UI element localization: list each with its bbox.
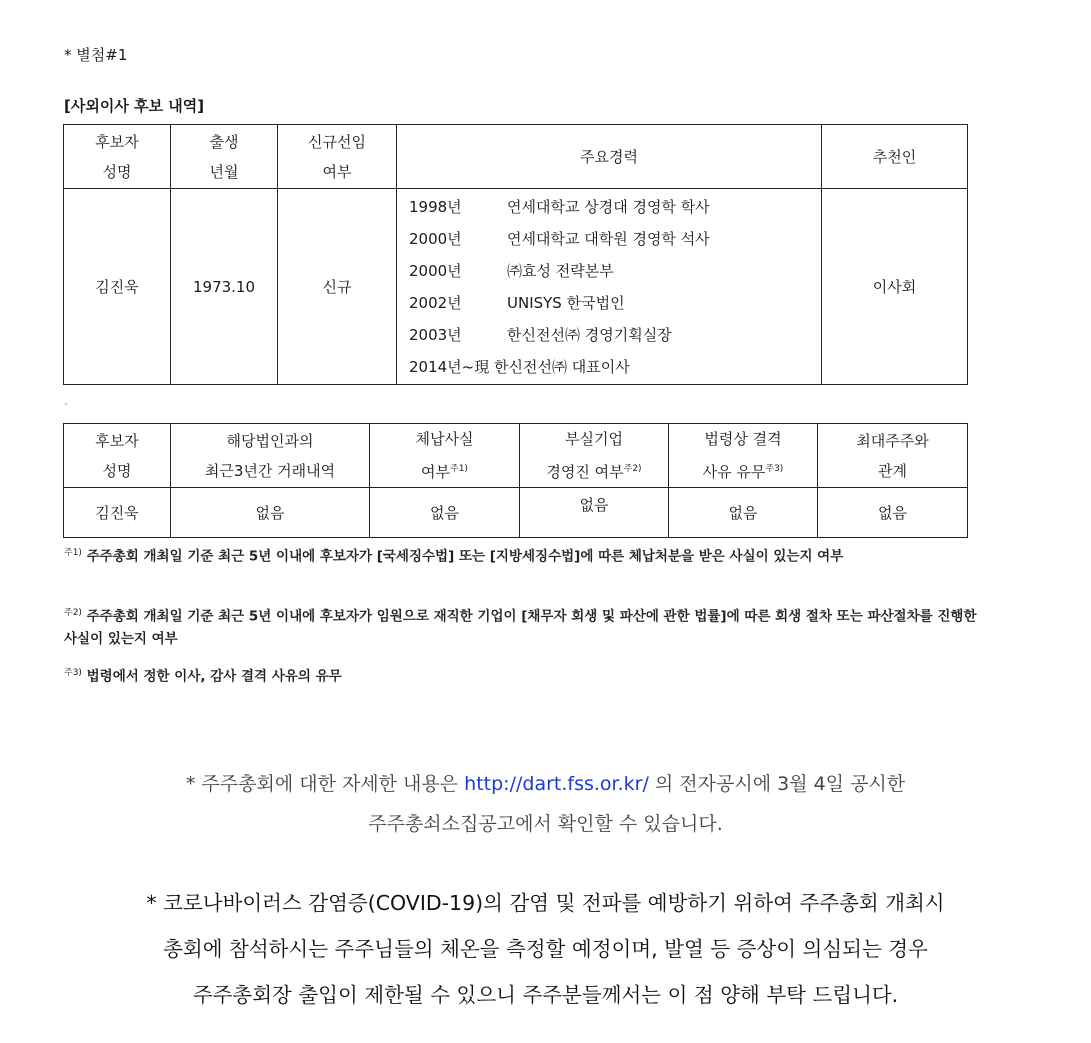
header-birth: 출생 년월	[171, 125, 278, 189]
eligibility-table-header	[64, 424, 968, 488]
cell-disqual: 없음	[669, 488, 818, 538]
header-tax: 체납사실 여부$^{주1)}$	[370, 424, 520, 488]
cell-new: 신규	[278, 189, 397, 385]
career-item: 2000년 ㈜효성 전략본부	[409, 261, 614, 280]
cell-tax: 없음	[370, 488, 520, 538]
cell-name: 김진욱	[64, 488, 171, 538]
covid-notice-line2: 총회에 참석하시는 주주님들의 체온을 측정할 예정이며, 발열 등 증상이 의심되는 경우	[163, 937, 928, 961]
career-item: 2002년 UNISYS 한국법인	[409, 293, 625, 312]
separator: -	[64, 399, 68, 410]
header-new: 신규선임 여부	[278, 125, 397, 189]
footnote-1: $^{주1)}$ 주주총회 개최일 기준 최근 5년 이내에 후보자가 [국세징수법] 또는 [지방세징수법]에 따른 체납처분을 받은 사실이 있는지 여부	[64, 548, 844, 565]
career-item: 2000년 연세대학교 대학원 경영학 석사	[409, 229, 710, 248]
career-item: 2014년~現 한신전선㈜ 대표이사	[409, 357, 630, 376]
meeting-notice	[0, 764, 1091, 844]
dart-link[interactable]: http://dart.fss.or.kr/	[464, 773, 649, 795]
footnote-2: $^{주2)}$ 주주총회 개최일 기준 최근 5년 이내에 후보자가 임원으로 재직한 기업이 [채무자 회생 및 파산에 관한 법률]에 따른 회생 절차 또는 파산절차를 진행한 사실이 있는지 여부	[64, 608, 977, 647]
covid-notice	[0, 880, 1091, 1018]
header-shareholder: 최대주주와 관계	[818, 424, 968, 488]
cell-career	[397, 189, 822, 385]
covid-notice-line3: 주주총회장 출입이 제한될 수 있으니 주주분들께서는 이 점 양해 부탁 드립니다.	[192, 983, 899, 1007]
header-disqual: 법령상 결격 사유 유무$^{주3)}$	[669, 424, 818, 488]
cell-birth: 1973.10	[171, 189, 278, 385]
table-row	[64, 189, 968, 385]
cell-name: 김진욱	[64, 189, 171, 385]
cell-recommender: 이사회	[822, 189, 968, 385]
eligibility-table	[63, 423, 968, 538]
candidate-table-header	[64, 125, 968, 189]
covid-notice-line1: * 코로나바이러스 감염증(COVID-19)의 감염 및 전파를 예방하기 위하여 주주총회 개최시	[146, 891, 945, 915]
header-name: 후보자 성명	[64, 424, 171, 488]
header-transactions: 해당법인과의 최근3년간 거래내역	[171, 424, 370, 488]
cell-transactions: 없음	[171, 488, 370, 538]
footnote-3: $^{주3)}$ 법령에서 정한 이사, 감사 결격 사유의 유무	[64, 668, 342, 685]
cell-insolvent: 없음	[520, 488, 669, 538]
table-row	[64, 488, 968, 538]
candidate-table	[63, 124, 968, 385]
header-insolvent: 부실기업 경영진 여부$^{주2)}$	[520, 424, 669, 488]
career-item: 2003년 한신전선㈜ 경영기획실장	[409, 325, 672, 344]
cell-shareholder: 없음	[818, 488, 968, 538]
attachment-label: * 별첨#1	[64, 46, 128, 64]
header-career: 주요경력	[397, 125, 822, 189]
meeting-notice-line2: 주주총쇠소집공고에서 확인할 수 있습니다.	[368, 813, 723, 835]
section-title: [사외이사 후보 내역]	[64, 97, 205, 115]
header-recommender: 추천인	[822, 125, 968, 189]
career-item: 1998년 연세대학교 상경대 경영학 학사	[409, 197, 710, 216]
meeting-notice-line1: * 주주총회에 대한 자세한 내용은 http://dart.fss.or.kr/ 의 전자공시에 3월 4일 공시한	[185, 773, 906, 795]
header-name: 후보자 성명	[64, 125, 171, 189]
